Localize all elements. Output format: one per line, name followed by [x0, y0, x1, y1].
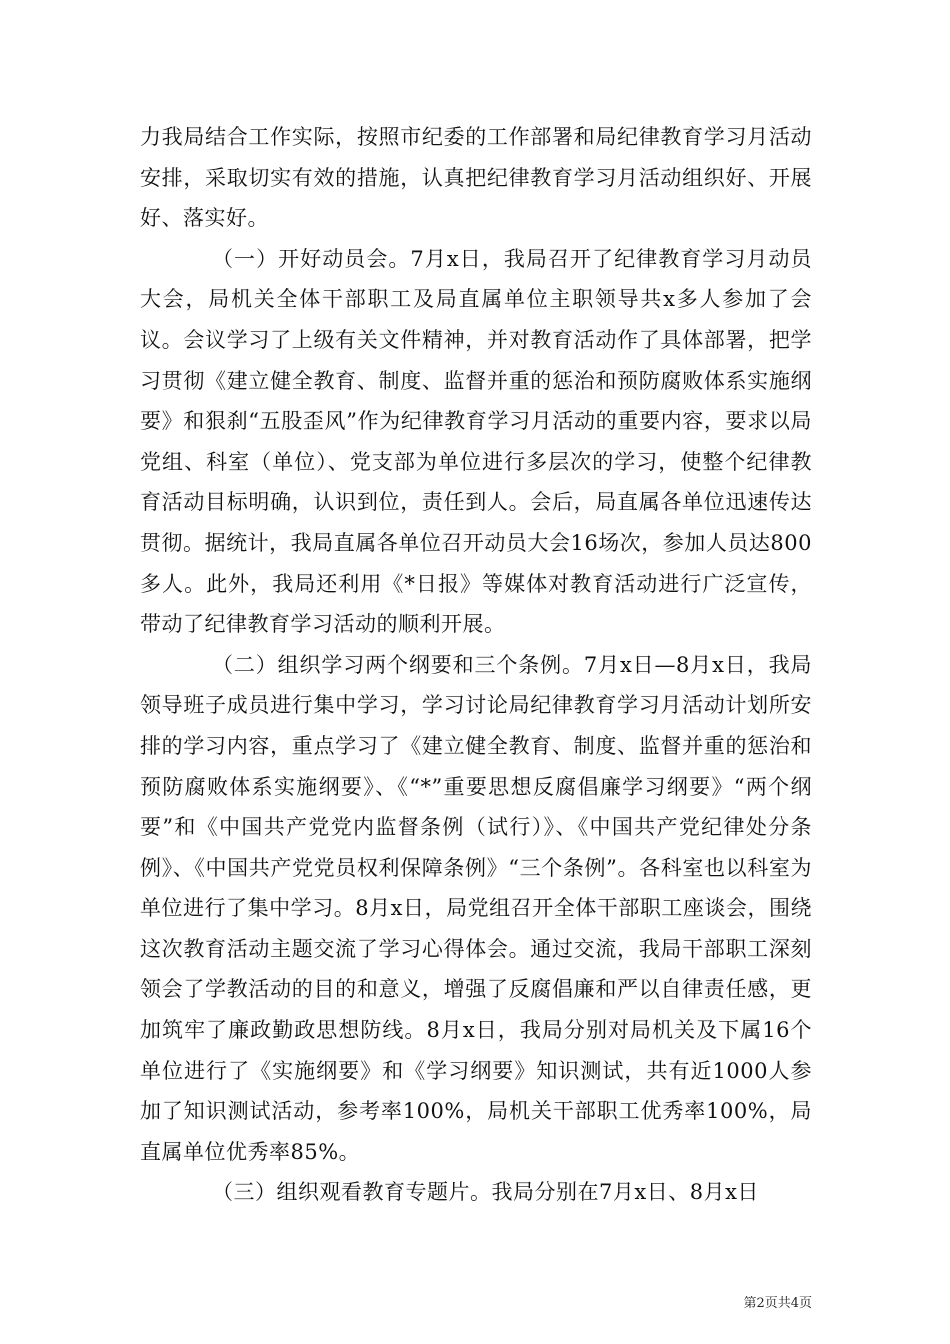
paragraph-section-2-study-outlines: （二）组织学习两个纲要和三个条例。7月x日—8月x日，我局领导班子成员进行集中学习，学习讨论局纪律教育学习月活动计划所安排的学习内容，重点学习了《建立健全教育、制度、监督并重的惩治和预防腐败体系实施纲要》、《“*”重要思想反腐倡廉学习纲要》“两个纲要”和《中国共产党党内监督条例（试行）》、《中国共产党纪律处分条例》、《中国共产党党员权利保障条例》“三个条例”。各科室也以科室为单位进行了集中学习。8月x日，局党组召开全体干部职工座谈会，围绕这次教育活动主题交流了学习心得体会。通过交流，我局干部职工深刻领会了学教活动的目的和意义，增强了反腐倡廉和严以自律责任感，更加筑牢了廉政勤政思想防线。8月x日，我局分别对局机关及下属16个单位进行了《实施纲要》和《学习纲要》知识测试，共有近1000人参加了知识测试活动，参考率100%，局机关干部职工优秀率100%，局直属单位优秀率85%。 [140, 652, 812, 1164]
document-body [140, 117, 812, 1213]
paragraph-section-3-education-films: （三）组织观看教育专题片。我局分别在7月x日、8月x日 [212, 1180, 759, 1205]
paragraph-section-1-mobilization-meeting: （一）开好动员会。7月x日，我局召开了纪律教育学习月动员大会，局机关全体干部职工及局直属单位主职领导共x多人参加了会议。会议学习了上级有关文件精神，并对教育活动作了具体部署，把学习贯彻《建立健全教育、制度、监督并重的惩治和预防腐败体系实施纲要》和狠刹“五股歪风”作为纪律教育学习月活动的重要内容，要求以局党组、科室（单位）、党支部为单位进行多层次的学习，使整个纪律教育活动目标明确，认识到位，责任到人。会后，局直属各单位迅速传达贯彻。据统计，我局直属各单位召开动员大会16场次，参加人员达800多人。此外，我局还利用《*日报》等媒体对教育活动进行广泛宣传，带动了纪律教育学习活动的顺利开展。 [140, 246, 812, 637]
page-number-footer: 第2页共4页 [743, 1296, 812, 1311]
paragraph-continuation: 力我局结合工作实际，按照市纪委的工作部署和局纪律教育学习月活动安排，采取切实有效的措施，认真把纪律教育学习月活动组织好、开展好、落实好。 [140, 125, 812, 231]
